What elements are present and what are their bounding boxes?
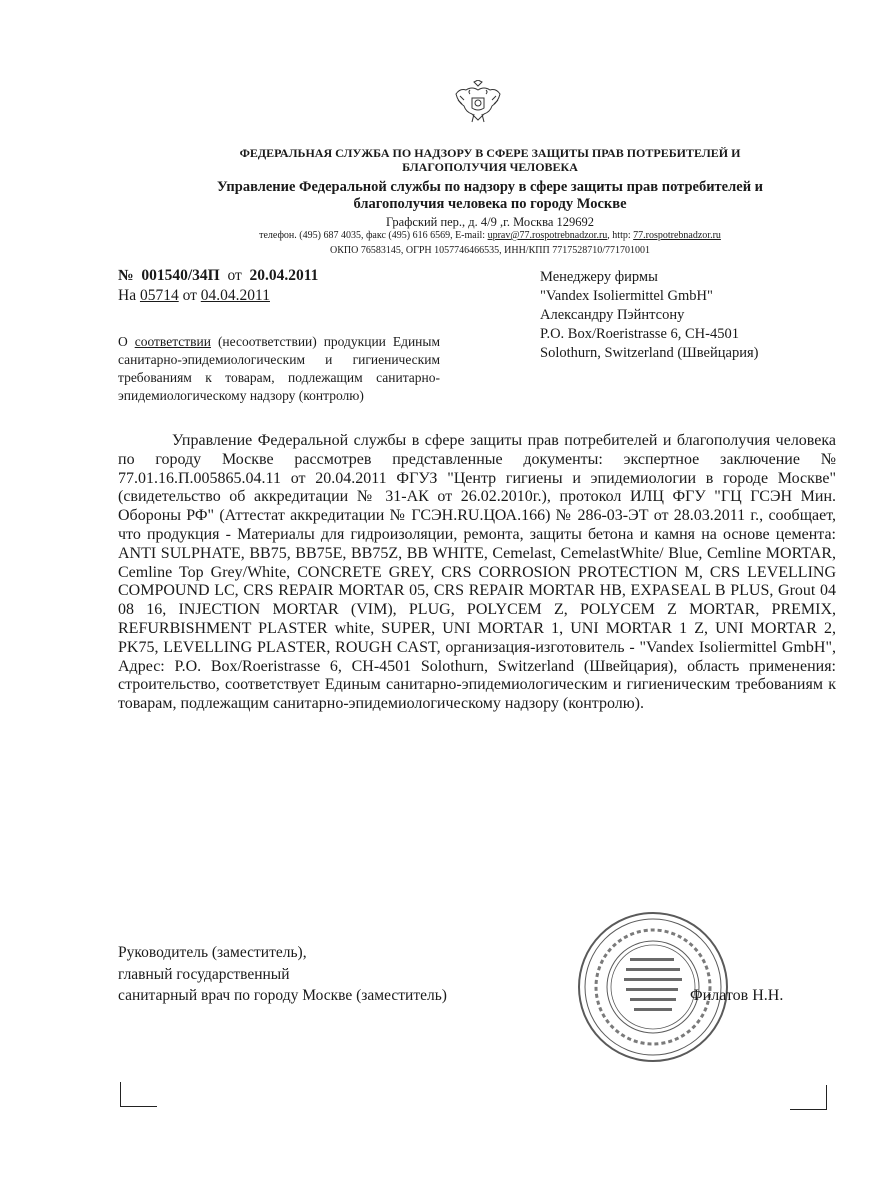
corner-mark-left [120,1082,157,1107]
signatory-line2: главный государственный [118,965,290,983]
agency-name-line2: БЛАГОПОЛУЧИЯ ЧЕЛОВЕКА [402,160,578,174]
recipient-line5: Solothurn, Switzerland (Швейцария) [540,345,759,361]
corner-mark-right [790,1085,827,1110]
registration-codes: ОКПО 76583145, ОГРН 1057746466535, ИНН/КПП 7717528710/771701001 [330,245,650,256]
office-name-line2: благополучия человека по городу Москве [353,196,627,212]
document-number-line [118,267,318,285]
subject-underlined: соответствии [134,334,211,349]
reply-from-label: от [182,287,197,304]
reply-reference-line [118,287,270,305]
subject-block [118,333,440,405]
office-name-line1: Управление Федеральной службы по надзору в сфере защиты прав потребителей и [216,179,764,195]
letter-body: Управление Федеральной службы в сфере защиты прав потребителей и благополучия человека по городу Москве рассмотрев представленные документы: экспертное заключение № 77.01.16.П.005865.04.11 от 20.04.2011 ФГУЗ "Центр гигиены и эпидемиологии в городе Москве" (свидетельство об аккредитации № 31-АК от 26.02.2010г.), протокол ИЛЦ ФГУ "ГЦ ГСЭН Мин. Обороны РФ" (Аттестат аккредитации № ГСЭН.RU.ЦОА.166) № 286-03-ЭТ от 28.03.2011 г., сообщает, что продукция - Материалы для гидроизоляции, ремонта, защиты бетона и камня на основе цемента: ANTI SULPHATE, BB75, BB75E, BB75Z, BB WHITE, Cemelast, CemelastWhite/ Blue, Cemline MORTAR, Cemline Top Grey/White, CONCRETE GREY, CRS CORROSION PROTECTION M, CRS LEVELLING COMPOUND LC, CRS REPAIR MORTAR 05, CRS REPAIR MORTAR HB, EXPASEAL B PLUS, Grout 04 08 16, INJECTION MORTAR (VIM), PLUG, POLYCEM Z, POLYCEM Z MORTAR, PREMIX, REFURBISHMENT PLASTER white, SUPER, UNI MORTAR 1, UNI MORTAR 1 Z, UNI MORTAR 2, PK75, LEVELLING PLASTER, ROUGH CAST, организация-изготовитель - "Vandex Isoliermittel GmbH", Адрес: P.O. Box/Roeristrasse 6, CH-4501 Solothurn, Switzerland (Швейцария), область применения: строительство, соответствует Единым санитарно-эпидемиологическим и гигиеническим требованиям к товарам, подлежащим санитарно-эпидемиологическому надзору (контролю). [118,432,836,713]
agency-header [150,146,830,174]
document-number: 001540/34П [141,267,220,284]
contacts-prefix: телефон. (495) 687 4035, факс (495) 616 6569, E-mail: [259,230,486,241]
number-prefix: № [118,267,134,284]
recipient-line4: P.O. Box/Roeristrasse 6, CH-4501 [540,326,739,342]
reply-date: 04.04.2011 [200,287,270,304]
recipient-line3: Александру Пэйнтсону [540,307,685,323]
recipient-block [540,268,850,363]
office-contacts [150,230,830,242]
office-address: Графский пер., д. 4/9 ,г. Москва 129692 [385,215,595,229]
email-link[interactable]: uprav@77.rospotrebnadzor.ru [487,230,608,241]
agency-name-line1: ФЕДЕРАЛЬНАЯ СЛУЖБА ПО НАДЗОРУ В СФЕРЕ ЗАЩИТЫ ПРАВ ПОТРЕБИТЕЛЕЙ И [239,146,741,160]
website-link[interactable]: 77.rospotrebnadzor.ru [633,230,721,241]
reply-prefix: На [118,287,137,304]
document-date: 20.04.2011 [249,267,319,284]
signatory-name: Филатов Н.Н. [690,987,784,1004]
office-header [150,179,830,213]
number-from-label: от [227,267,242,284]
signatory-line1: Руководитель (заместитель), [118,944,307,961]
http-label: , http: [607,230,631,241]
subject-prefix: О [118,334,128,349]
signatory-line3: санитарный врач по городу Москве (заместитель) [118,987,447,1004]
coat-of-arms-emblem [452,80,504,126]
reply-number: 05714 [139,287,179,304]
signatory-title [118,942,447,1007]
subject-rest: (несоответствии) продукции Единым санитарно-эпидемиологическим и гигиеническим требованиям к товарам, подлежащим санитарно-эпидемиологическому надзору (контролю) [118,334,441,403]
recipient-line2: "Vandex Isoliermittel GmbH" [540,288,713,304]
recipient-line1: Менеджеру фирмы [540,269,658,285]
